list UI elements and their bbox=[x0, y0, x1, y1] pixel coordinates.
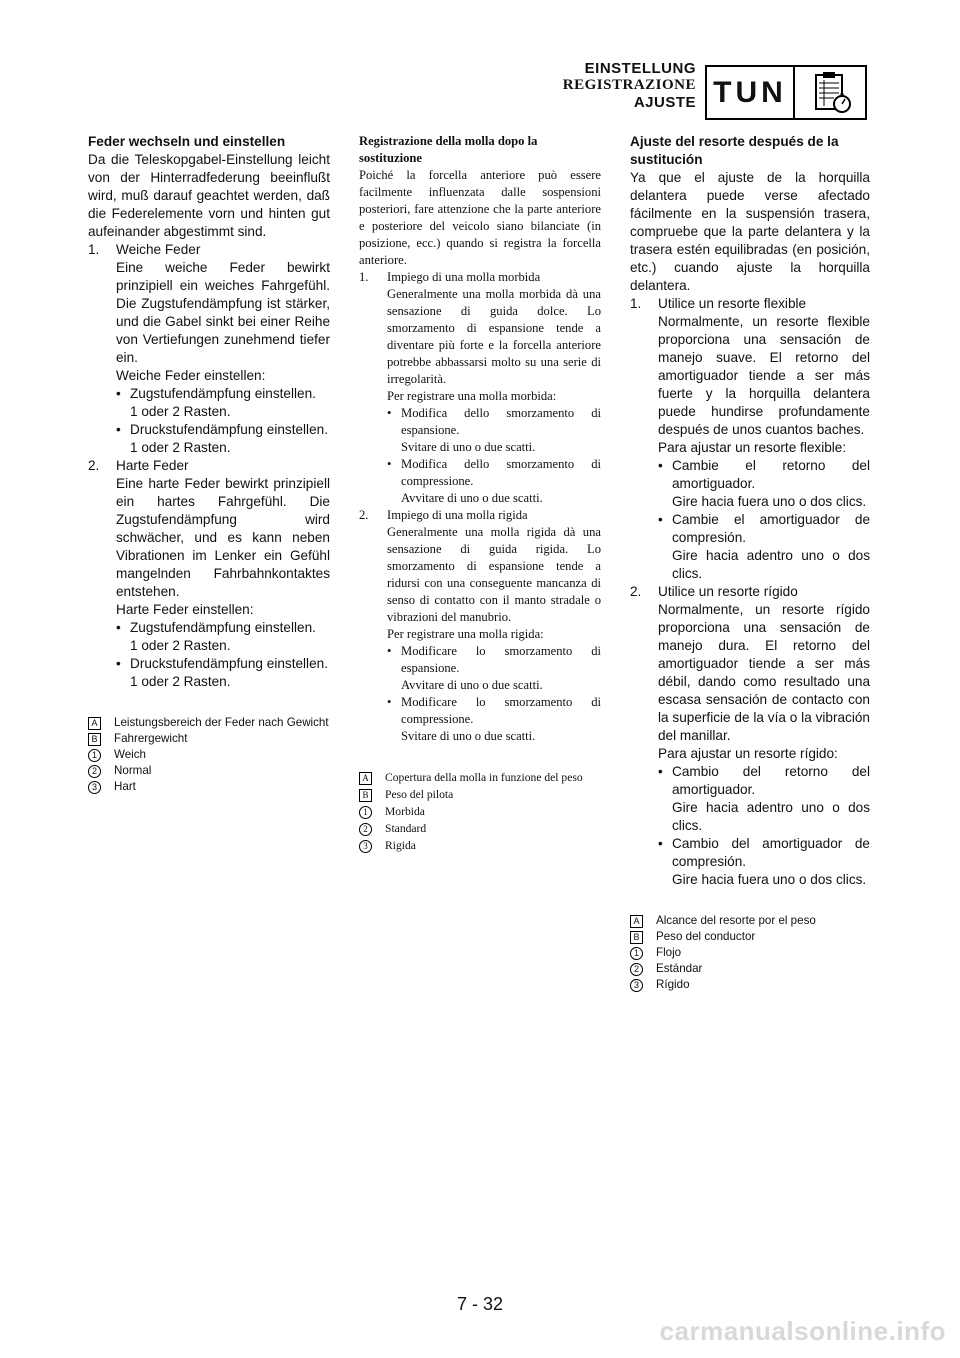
legend-it bbox=[359, 769, 601, 854]
bullet-sub: 1 oder 2 Rasten. bbox=[130, 674, 231, 689]
item-adjust: Per registrare una molla rigida: bbox=[387, 627, 544, 641]
column-spanish bbox=[630, 133, 870, 993]
legend-text: Copertura della molla in funzione del peso bbox=[385, 771, 583, 784]
legend-text: Fahrergewicht bbox=[114, 732, 188, 745]
bullet-sub: 1 oder 2 Rasten. bbox=[130, 638, 231, 653]
item-title: Weiche Feder bbox=[116, 242, 201, 257]
item-text: Normalmente, un resorte flexible proporciona una sensación de manejo suave. El retorno del amortiguador tiende a ser más fuerte y la horquilla delantera puede hundirse profundamente después de unos cuantos baches. bbox=[658, 314, 870, 437]
item-adjust: Harte Feder einstellen: bbox=[116, 602, 254, 617]
section-titles bbox=[563, 60, 696, 111]
bullet-item: • Modificare lo smorzamento di espansione. Avvitare di uno o due scatti. bbox=[387, 644, 601, 692]
bullet-text: Modifica dello smorzamento di espansione. bbox=[401, 406, 601, 437]
bullet-text: Cambie el retorno del amortiguador. bbox=[672, 458, 870, 491]
section-code-box bbox=[705, 65, 793, 120]
list-item bbox=[88, 457, 330, 691]
title-es: AJUSTE bbox=[633, 94, 696, 111]
item-title: Impiego di una molla rigida bbox=[387, 508, 528, 522]
bullet-item: • Modifica dello smorzamento di compressione. Avvitare di uno o due scatti. bbox=[387, 457, 601, 505]
legend-text: Leistungsbereich der Feder nach Gewicht bbox=[114, 716, 329, 729]
item-adjust: Per registrare una molla morbida: bbox=[387, 389, 557, 403]
title-it: REGISTRAZIONE bbox=[562, 77, 696, 93]
item-adjust: Para ajustar un resorte rígido: bbox=[658, 746, 838, 761]
legend-key: 2 bbox=[359, 823, 372, 836]
item-text: Eine harte Feder bewirkt prinzipiell ein hartes Fahrgefühl. Die Zugstufendämpfung wird schwächer, und es kann neben Vibrationen im Lenker ein Gefühl mangelnden Fahrbahnkontaktes entstehen. bbox=[116, 476, 330, 599]
bullet-item: • Zugstufendämpfung einstellen. 1 oder 2 Rasten. bbox=[116, 619, 330, 655]
item-text: Normalmente, un resorte rígido proporciona una sensación de manejo dura. El retorno del amortiguador tiende a ser más débil, dando como resultado una escasa sensación de contacto con la superficie de la vía o la vibración del manillar. bbox=[658, 602, 870, 743]
legend-key: 1 bbox=[88, 749, 101, 762]
bullet-item: • Druckstufendämpfung einstellen. 1 oder 2 Rasten. bbox=[116, 655, 330, 691]
intro-it: Poiché la forcella anteriore può essere facilmente influenzata dalle sospensioni posteriori, fare attenzione che la parte anteriore e posteriore del veicolo siano bilanciate (in posizione, ecc.) quando si registra la forcella anteriore. bbox=[359, 168, 601, 267]
bullet-sub: Gire hacia fuera uno o dos clics. bbox=[672, 872, 867, 887]
bullet-text: Cambio del retorno del amortiguador. bbox=[672, 764, 870, 797]
clipboard-stopwatch-icon bbox=[793, 65, 867, 120]
legend-text: Peso del conductor bbox=[656, 930, 756, 943]
legend-key: 2 bbox=[630, 963, 643, 976]
item-adjust: Para ajustar un resorte flexible: bbox=[658, 440, 847, 455]
item-number: 2. bbox=[88, 458, 100, 473]
column-german bbox=[88, 133, 330, 795]
page-number: 7 - 32 bbox=[456, 1294, 504, 1314]
item-number: 1. bbox=[359, 270, 369, 284]
list-item bbox=[630, 295, 870, 583]
list-item bbox=[359, 507, 601, 745]
item-title: Impiego di una molla morbida bbox=[387, 270, 541, 284]
item-adjust: Weiche Feder einstellen: bbox=[116, 368, 266, 383]
watermark: carmanualsonline.info bbox=[659, 1316, 946, 1346]
bullet-text: Modificare lo smorzamento di espansione. bbox=[401, 644, 601, 675]
legend-key: A bbox=[359, 772, 372, 785]
item-number: 2. bbox=[359, 508, 369, 522]
legend-key: 1 bbox=[359, 806, 372, 819]
item-number: 1. bbox=[88, 242, 100, 257]
bullet-sub: Svitare di uno o due scatti. bbox=[401, 440, 536, 454]
legend-de bbox=[88, 715, 330, 795]
bullet-item: • Cambio del amortiguador de compresión. Gire hacia fuera uno o dos clics. bbox=[658, 836, 870, 887]
legend-key: 2 bbox=[88, 765, 101, 778]
intro-es: Ya que el ajuste de la horquilla delantera puede verse afectado fácilmente en la suspensión trasera, compruebe que la parte delantera y la trasera estén equilibradas (en posición, etc.) cuando ajuste la horquilla delantera. bbox=[630, 170, 870, 293]
list-item bbox=[359, 269, 601, 507]
heading-es: Ajuste del resorte después de la sustitución bbox=[630, 134, 839, 167]
legend-key: 3 bbox=[88, 781, 101, 794]
bullet-text: Druckstufendämpfung einstellen. bbox=[130, 656, 328, 671]
bullet-item: • Cambie el amortiguador de compresión. Gire hacia adentro uno o dos clics. bbox=[658, 512, 870, 581]
item-title: Utilice un resorte rígido bbox=[658, 584, 798, 599]
bullet-sub: Gire hacia fuera uno o dos clics. bbox=[672, 494, 867, 509]
legend-key: 3 bbox=[359, 840, 372, 853]
bullet-sub: Gire hacia adentro uno o dos clics. bbox=[672, 548, 870, 581]
legend-text: Hart bbox=[114, 780, 136, 793]
item-number: 1. bbox=[630, 296, 642, 311]
bullet-text: Cambie el amortiguador de compresión. bbox=[672, 512, 870, 545]
item-title: Harte Feder bbox=[116, 458, 189, 473]
list-item bbox=[88, 241, 330, 457]
legend-key: B bbox=[88, 733, 101, 746]
legend-text: Normal bbox=[114, 764, 152, 777]
title-de: EINSTELLUNG bbox=[584, 60, 696, 77]
bullet-sub: Gire hacia adentro uno o dos clics. bbox=[672, 800, 870, 833]
legend-es bbox=[630, 913, 870, 993]
item-text: Eine weiche Feder bewirkt prinzipiell ein weiches Fahrgefühl. Die Zugstufendämpfung ist stärker, und die Gabel sinkt bei einer Reihe von Vertiefungen zunehmend tiefer ein. bbox=[116, 260, 330, 365]
bullet-sub: Avvitare di uno o due scatti. bbox=[401, 678, 543, 692]
heading-de: Feder wechseln und einstellen bbox=[88, 134, 286, 149]
legend-text: Standard bbox=[385, 822, 427, 835]
legend-text: Weich bbox=[114, 748, 147, 761]
legend-key: 1 bbox=[630, 947, 643, 960]
legend-text: Rigida bbox=[385, 839, 416, 852]
legend-key: 3 bbox=[630, 979, 643, 992]
bullet-item: • Druckstufendämpfung einstellen. 1 oder 2 Rasten. bbox=[116, 421, 330, 457]
bullet-item: • Cambie el retorno del amortiguador. Gire hacia fuera uno o dos clics. bbox=[658, 458, 870, 509]
bullet-sub: Avvitare di uno o due scatti. bbox=[401, 491, 543, 505]
bullet-text: Modifica dello smorzamento di compressione. bbox=[401, 457, 601, 488]
bullet-item: • Cambio del retorno del amortiguador. Gire hacia adentro uno o dos clics. bbox=[658, 764, 870, 833]
list-item bbox=[630, 583, 870, 889]
heading-it: Registrazione della molla dopo la sostituzione bbox=[359, 134, 538, 165]
bullet-text: Druckstufendämpfung einstellen. bbox=[130, 422, 328, 437]
column-italian bbox=[359, 133, 601, 854]
bullet-sub: 1 oder 2 Rasten. bbox=[130, 440, 231, 455]
legend-text: Flojo bbox=[656, 946, 682, 959]
legend-text: Alcance del resorte por el peso bbox=[656, 914, 816, 927]
legend-text: Rígido bbox=[656, 978, 690, 991]
bullet-item: • Modifica dello smorzamento di espansione. Svitare di uno o due scatti. bbox=[387, 406, 601, 454]
bullet-text: Zugstufendämpfung einstellen. bbox=[130, 386, 316, 401]
legend-text: Peso del pilota bbox=[385, 788, 454, 801]
legend-key: A bbox=[630, 915, 643, 928]
bullet-item: • Zugstufendämpfung einstellen. 1 oder 2 Rasten. bbox=[116, 385, 330, 421]
bullet-item: • Modificare lo smorzamento di compressione. Svitare di uno o due scatti. bbox=[387, 695, 601, 743]
intro-de: Da die Teleskopgabel-Einstellung leicht von der Hinterradfederung beeinflußt wird, muß darauf geachtet werden, daß die Federelemente vorn und hinten gut aufeinander abgestimmt sind. bbox=[88, 152, 330, 239]
item-text: Generalmente una molla morbida dà una sensazione di guida dolce. Lo smorzamento di espansione tende a diventare più forte e la forcella anteriore potrebbe abbassarsi molto su una serie di irregolarità. bbox=[387, 287, 601, 386]
item-number: 2. bbox=[630, 584, 642, 599]
section-code: TUN bbox=[713, 75, 787, 109]
legend-text: Estándar bbox=[656, 962, 703, 975]
bullet-text: Modificare lo smorzamento di compressione. bbox=[401, 695, 601, 726]
item-text: Generalmente una molla rigida dà una sensazione di guida rigida. Lo smorzamento di espansione tende a ridursi con una conseguente mancanza di senso di contatto con il manto stradale o vibrazioni del manubrio. bbox=[387, 525, 601, 624]
legend-key: B bbox=[630, 931, 643, 944]
item-title: Utilice un resorte flexible bbox=[658, 296, 807, 311]
bullet-text: Zugstufendämpfung einstellen. bbox=[130, 620, 316, 635]
legend-key: A bbox=[88, 717, 101, 730]
legend-text: Morbida bbox=[385, 805, 425, 818]
bullet-sub: Svitare di uno o due scatti. bbox=[401, 729, 536, 743]
bullet-text: Cambio del amortiguador de compresión. bbox=[672, 836, 870, 869]
bullet-sub: 1 oder 2 Rasten. bbox=[130, 404, 231, 419]
legend-key: B bbox=[359, 789, 372, 802]
